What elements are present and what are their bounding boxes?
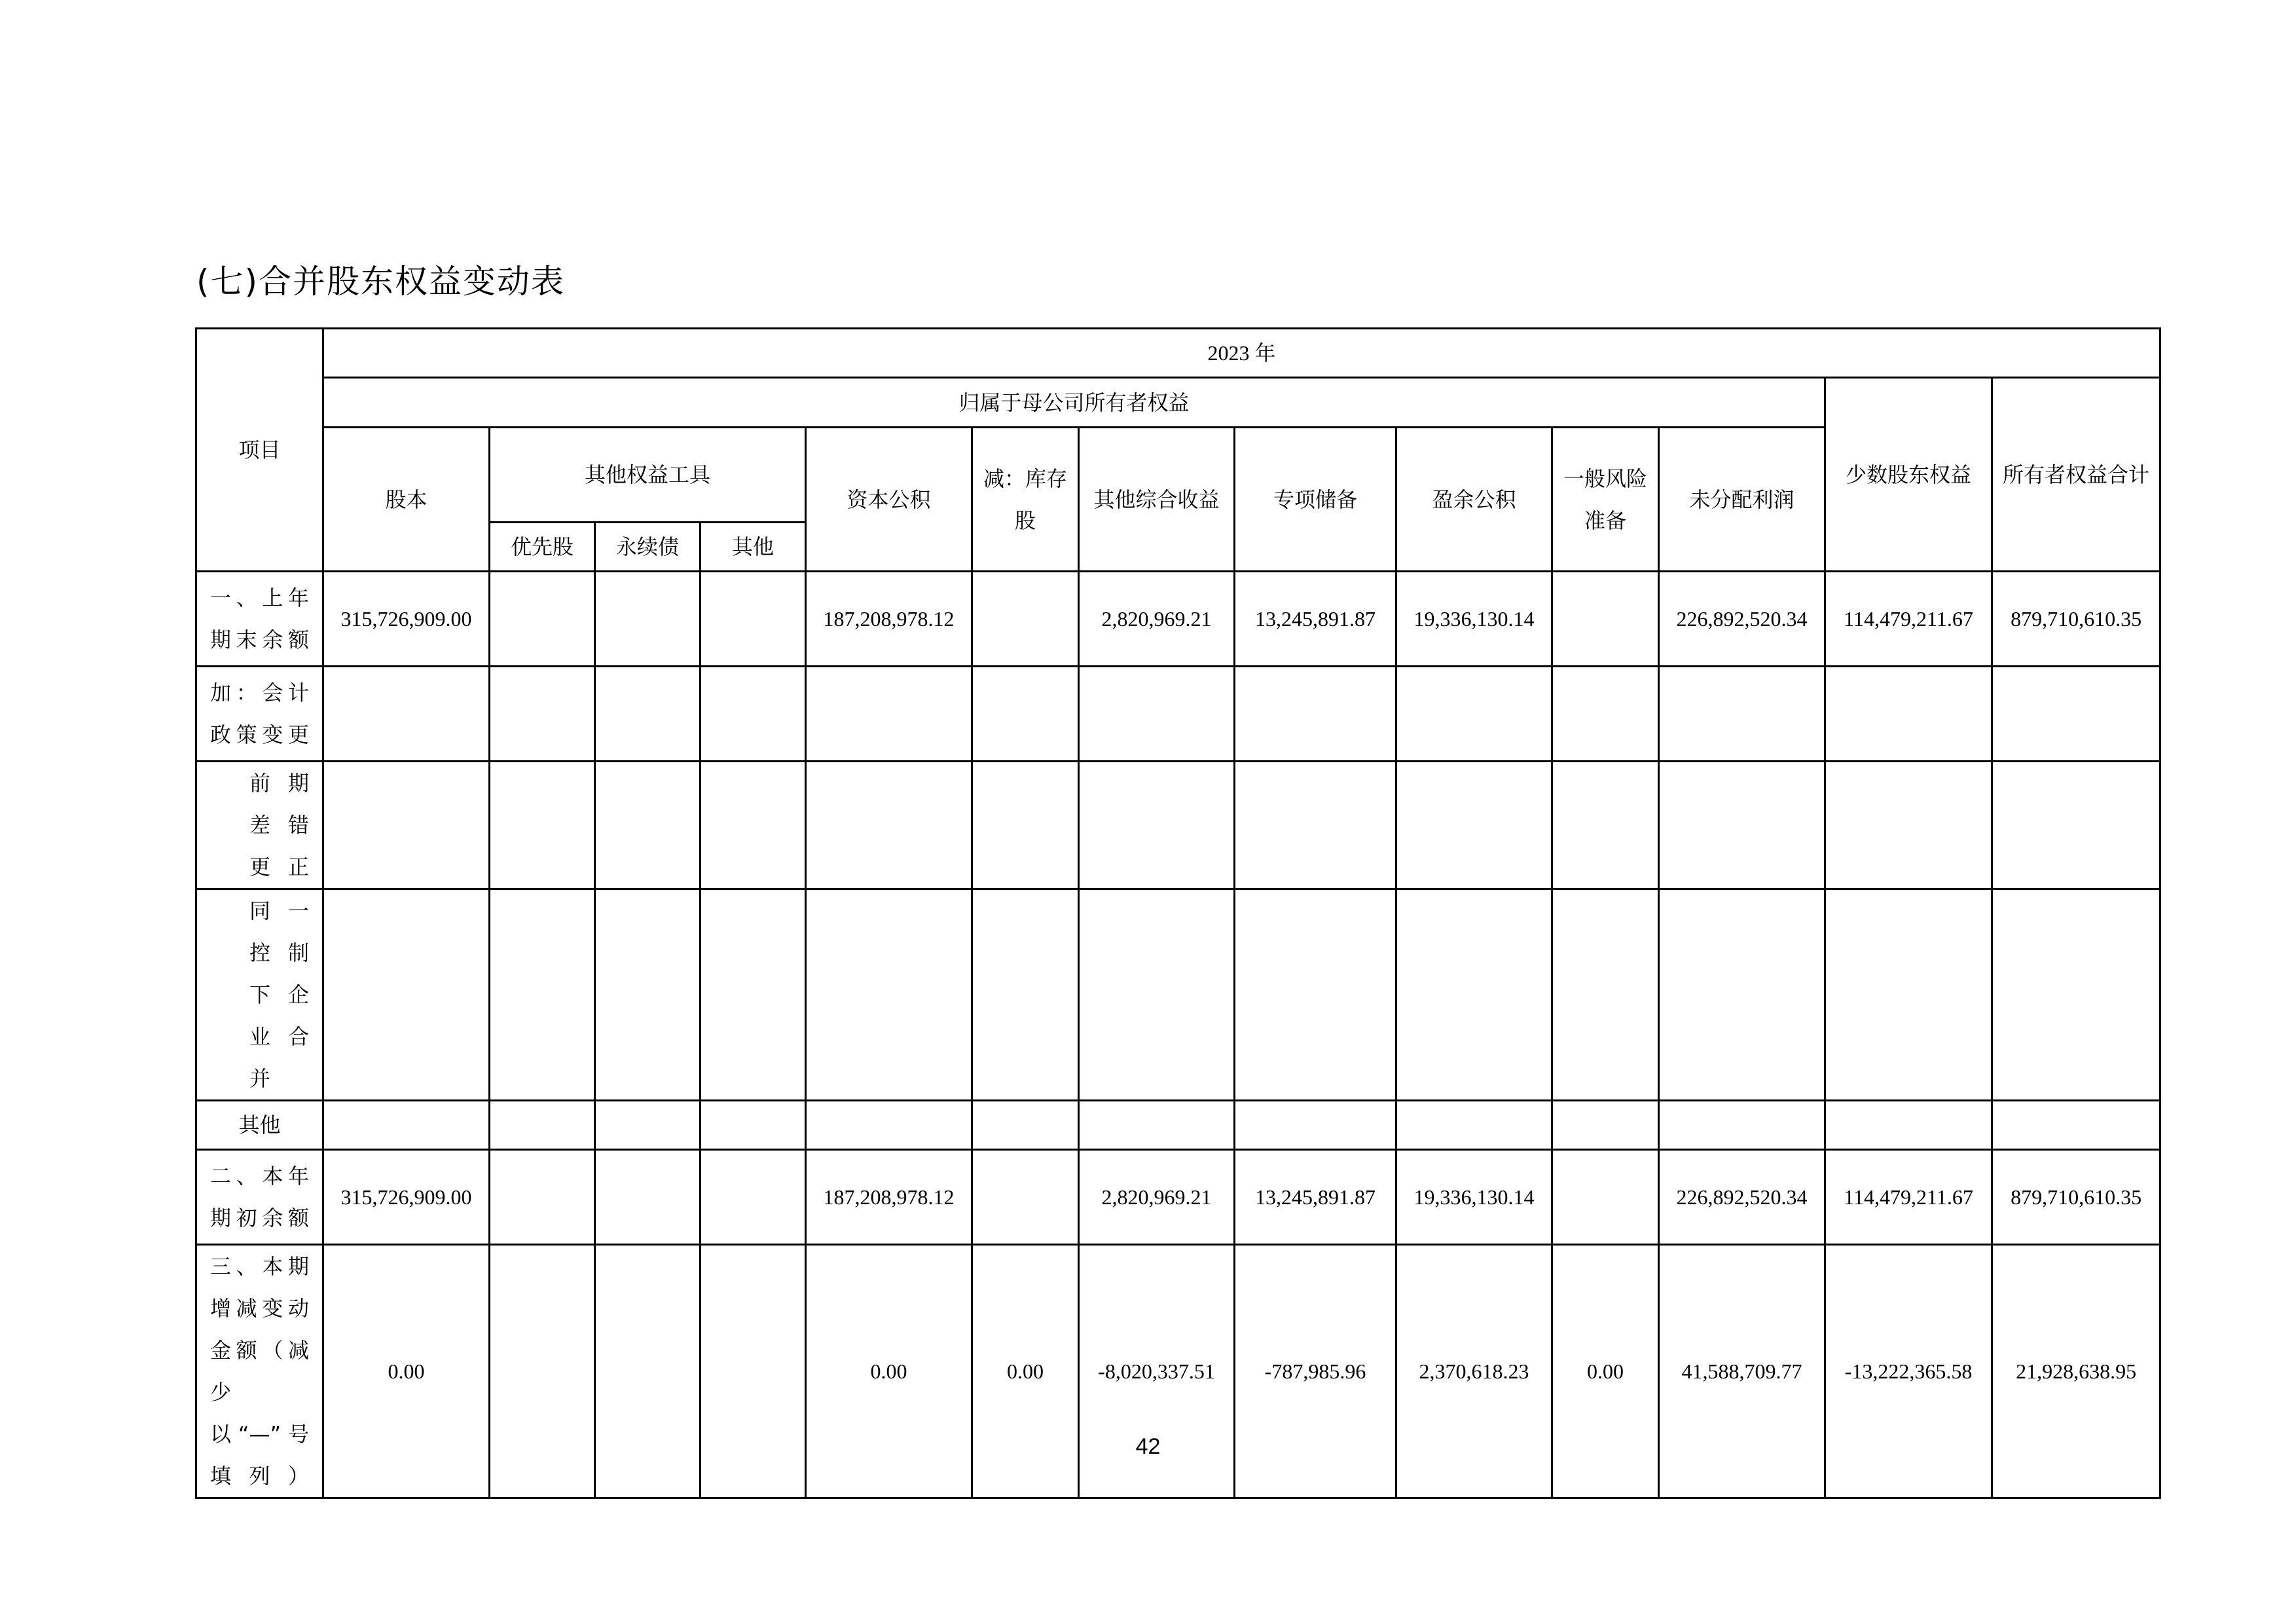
cell-retained: 226,892,520.34 [1659, 1150, 1825, 1245]
header-other-tool: 其他 [701, 523, 806, 572]
cell-perpetual [595, 1150, 701, 1245]
cell-surplus-reserve [1396, 889, 1552, 1101]
cell-surplus-reserve: 19,336,130.14 [1396, 1150, 1552, 1245]
cell-retained [1659, 762, 1825, 889]
cell-minority [1825, 667, 1992, 762]
table-row [196, 572, 2160, 667]
cell-total [1992, 667, 2160, 762]
header-special-reserve: 专项储备 [1235, 428, 1396, 572]
row-label: 同一控制下企业合并 [196, 889, 323, 1101]
cell-special-reserve [1235, 1101, 1396, 1150]
header-retained: 未分配利润 [1659, 428, 1825, 572]
cell-general-risk: 0.00 [1552, 1245, 1659, 1498]
header-total: 所有者权益合计 [1992, 378, 2160, 572]
header-parent-equity: 归属于母公司所有者权益 [323, 378, 1825, 428]
cell-treasury-stock [972, 1101, 1079, 1150]
cell-share-capital: 0.00 [323, 1245, 490, 1498]
cell-total: 21,928,638.95 [1992, 1245, 2160, 1498]
cell-capital-reserve [806, 1101, 972, 1150]
cell-treasury-stock [972, 1150, 1079, 1245]
cell-retained: 41,588,709.77 [1659, 1245, 1825, 1498]
cell-total [1992, 889, 2160, 1101]
cell-general-risk [1552, 572, 1659, 667]
cell-oci: 2,820,969.21 [1079, 1150, 1235, 1245]
cell-other-tool [701, 1150, 806, 1245]
cell-total: 879,710,610.35 [1992, 1150, 2160, 1245]
cell-general-risk [1552, 667, 1659, 762]
header-share-capital: 股本 [323, 428, 490, 572]
cell-minority: 114,479,211.67 [1825, 572, 1992, 667]
cell-oci [1079, 667, 1235, 762]
cell-special-reserve: -787,985.96 [1235, 1245, 1396, 1498]
cell-preferred [490, 889, 595, 1101]
table-row [196, 1150, 2160, 1245]
cell-share-capital [323, 762, 490, 889]
cell-perpetual [595, 572, 701, 667]
cell-total [1992, 1101, 2160, 1150]
cell-capital-reserve: 187,208,978.12 [806, 1150, 972, 1245]
row-label: 其他 [196, 1101, 323, 1150]
cell-perpetual [595, 762, 701, 889]
cell-preferred [490, 572, 595, 667]
cell-share-capital: 315,726,909.00 [323, 572, 490, 667]
cell-special-reserve: 13,245,891.87 [1235, 572, 1396, 667]
header-perpetual: 永续债 [595, 523, 701, 572]
table-row [196, 1101, 2160, 1150]
cell-surplus-reserve [1396, 1101, 1552, 1150]
cell-general-risk [1552, 889, 1659, 1101]
row-label: 二、本年期初余额 [196, 1150, 323, 1245]
row-label: 前期差错更正 [196, 762, 323, 889]
cell-other-tool [701, 762, 806, 889]
header-treasury-stock: 减：库存股 [972, 428, 1079, 572]
cell-surplus-reserve [1396, 762, 1552, 889]
row-label: 一、上年期末余额 [196, 572, 323, 667]
cell-minority [1825, 762, 1992, 889]
cell-preferred [490, 1245, 595, 1498]
cell-other-tool [701, 572, 806, 667]
cell-oci [1079, 889, 1235, 1101]
cell-capital-reserve [806, 889, 972, 1101]
cell-oci: 2,820,969.21 [1079, 572, 1235, 667]
cell-other-tool [701, 1245, 806, 1498]
cell-retained [1659, 667, 1825, 762]
cell-perpetual [595, 667, 701, 762]
cell-retained [1659, 889, 1825, 1101]
table-row [196, 1245, 2160, 1498]
cell-share-capital [323, 889, 490, 1101]
row-label: 三、本期增减变动金额（减少以“—”号填列） [196, 1245, 323, 1498]
cell-perpetual [595, 1101, 701, 1150]
row-label: 加：会计政策变更 [196, 667, 323, 762]
header-capital-reserve: 资本公积 [806, 428, 972, 572]
header-other-equity-tools: 其他权益工具 [490, 428, 806, 523]
cell-retained: 226,892,520.34 [1659, 572, 1825, 667]
cell-share-capital [323, 1101, 490, 1150]
table-row [196, 889, 2160, 1101]
cell-capital-reserve [806, 762, 972, 889]
cell-other-tool [701, 667, 806, 762]
cell-general-risk [1552, 1101, 1659, 1150]
cell-special-reserve [1235, 667, 1396, 762]
cell-treasury-stock [972, 889, 1079, 1101]
header-surplus-reserve: 盈余公积 [1396, 428, 1552, 572]
header-preferred: 优先股 [490, 523, 595, 572]
cell-capital-reserve [806, 667, 972, 762]
cell-special-reserve [1235, 762, 1396, 889]
cell-special-reserve [1235, 889, 1396, 1101]
header-item: 项目 [196, 329, 323, 572]
cell-preferred [490, 1150, 595, 1245]
cell-share-capital: 315,726,909.00 [323, 1150, 490, 1245]
cell-share-capital [323, 667, 490, 762]
cell-treasury-stock [972, 667, 1079, 762]
equity-change-table [195, 327, 2161, 1499]
cell-preferred [490, 667, 595, 762]
cell-other-tool [701, 889, 806, 1101]
cell-treasury-stock: 0.00 [972, 1245, 1079, 1498]
cell-perpetual [595, 889, 701, 1101]
cell-oci [1079, 1101, 1235, 1150]
cell-total: 879,710,610.35 [1992, 572, 2160, 667]
cell-general-risk [1552, 1150, 1659, 1245]
cell-surplus-reserve: 19,336,130.14 [1396, 572, 1552, 667]
header-general-risk: 一般风险准备 [1552, 428, 1659, 572]
cell-treasury-stock [972, 572, 1079, 667]
cell-total [1992, 762, 2160, 889]
cell-minority [1825, 889, 1992, 1101]
page-title: (七)合并股东权益变动表 [196, 263, 566, 301]
cell-retained [1659, 1101, 1825, 1150]
cell-surplus-reserve: 2,370,618.23 [1396, 1245, 1552, 1498]
header-minority: 少数股东权益 [1825, 378, 1992, 572]
cell-surplus-reserve [1396, 667, 1552, 762]
cell-minority: -13,222,365.58 [1825, 1245, 1992, 1498]
table-row [196, 762, 2160, 889]
table-row [196, 667, 2160, 762]
cell-minority [1825, 1101, 1992, 1150]
page-number: 42 [1135, 1434, 1161, 1459]
cell-general-risk [1552, 762, 1659, 889]
cell-minority: 114,479,211.67 [1825, 1150, 1992, 1245]
cell-perpetual [595, 1245, 701, 1498]
cell-special-reserve: 13,245,891.87 [1235, 1150, 1396, 1245]
cell-preferred [490, 762, 595, 889]
cell-oci: -8,020,337.51 [1079, 1245, 1235, 1498]
cell-treasury-stock [972, 762, 1079, 889]
cell-preferred [490, 1101, 595, 1150]
header-year: 2023 年 [323, 329, 2160, 378]
header-oci: 其他综合收益 [1079, 428, 1235, 572]
cell-capital-reserve: 0.00 [806, 1245, 972, 1498]
cell-capital-reserve: 187,208,978.12 [806, 572, 972, 667]
cell-other-tool [701, 1101, 806, 1150]
cell-oci [1079, 762, 1235, 889]
